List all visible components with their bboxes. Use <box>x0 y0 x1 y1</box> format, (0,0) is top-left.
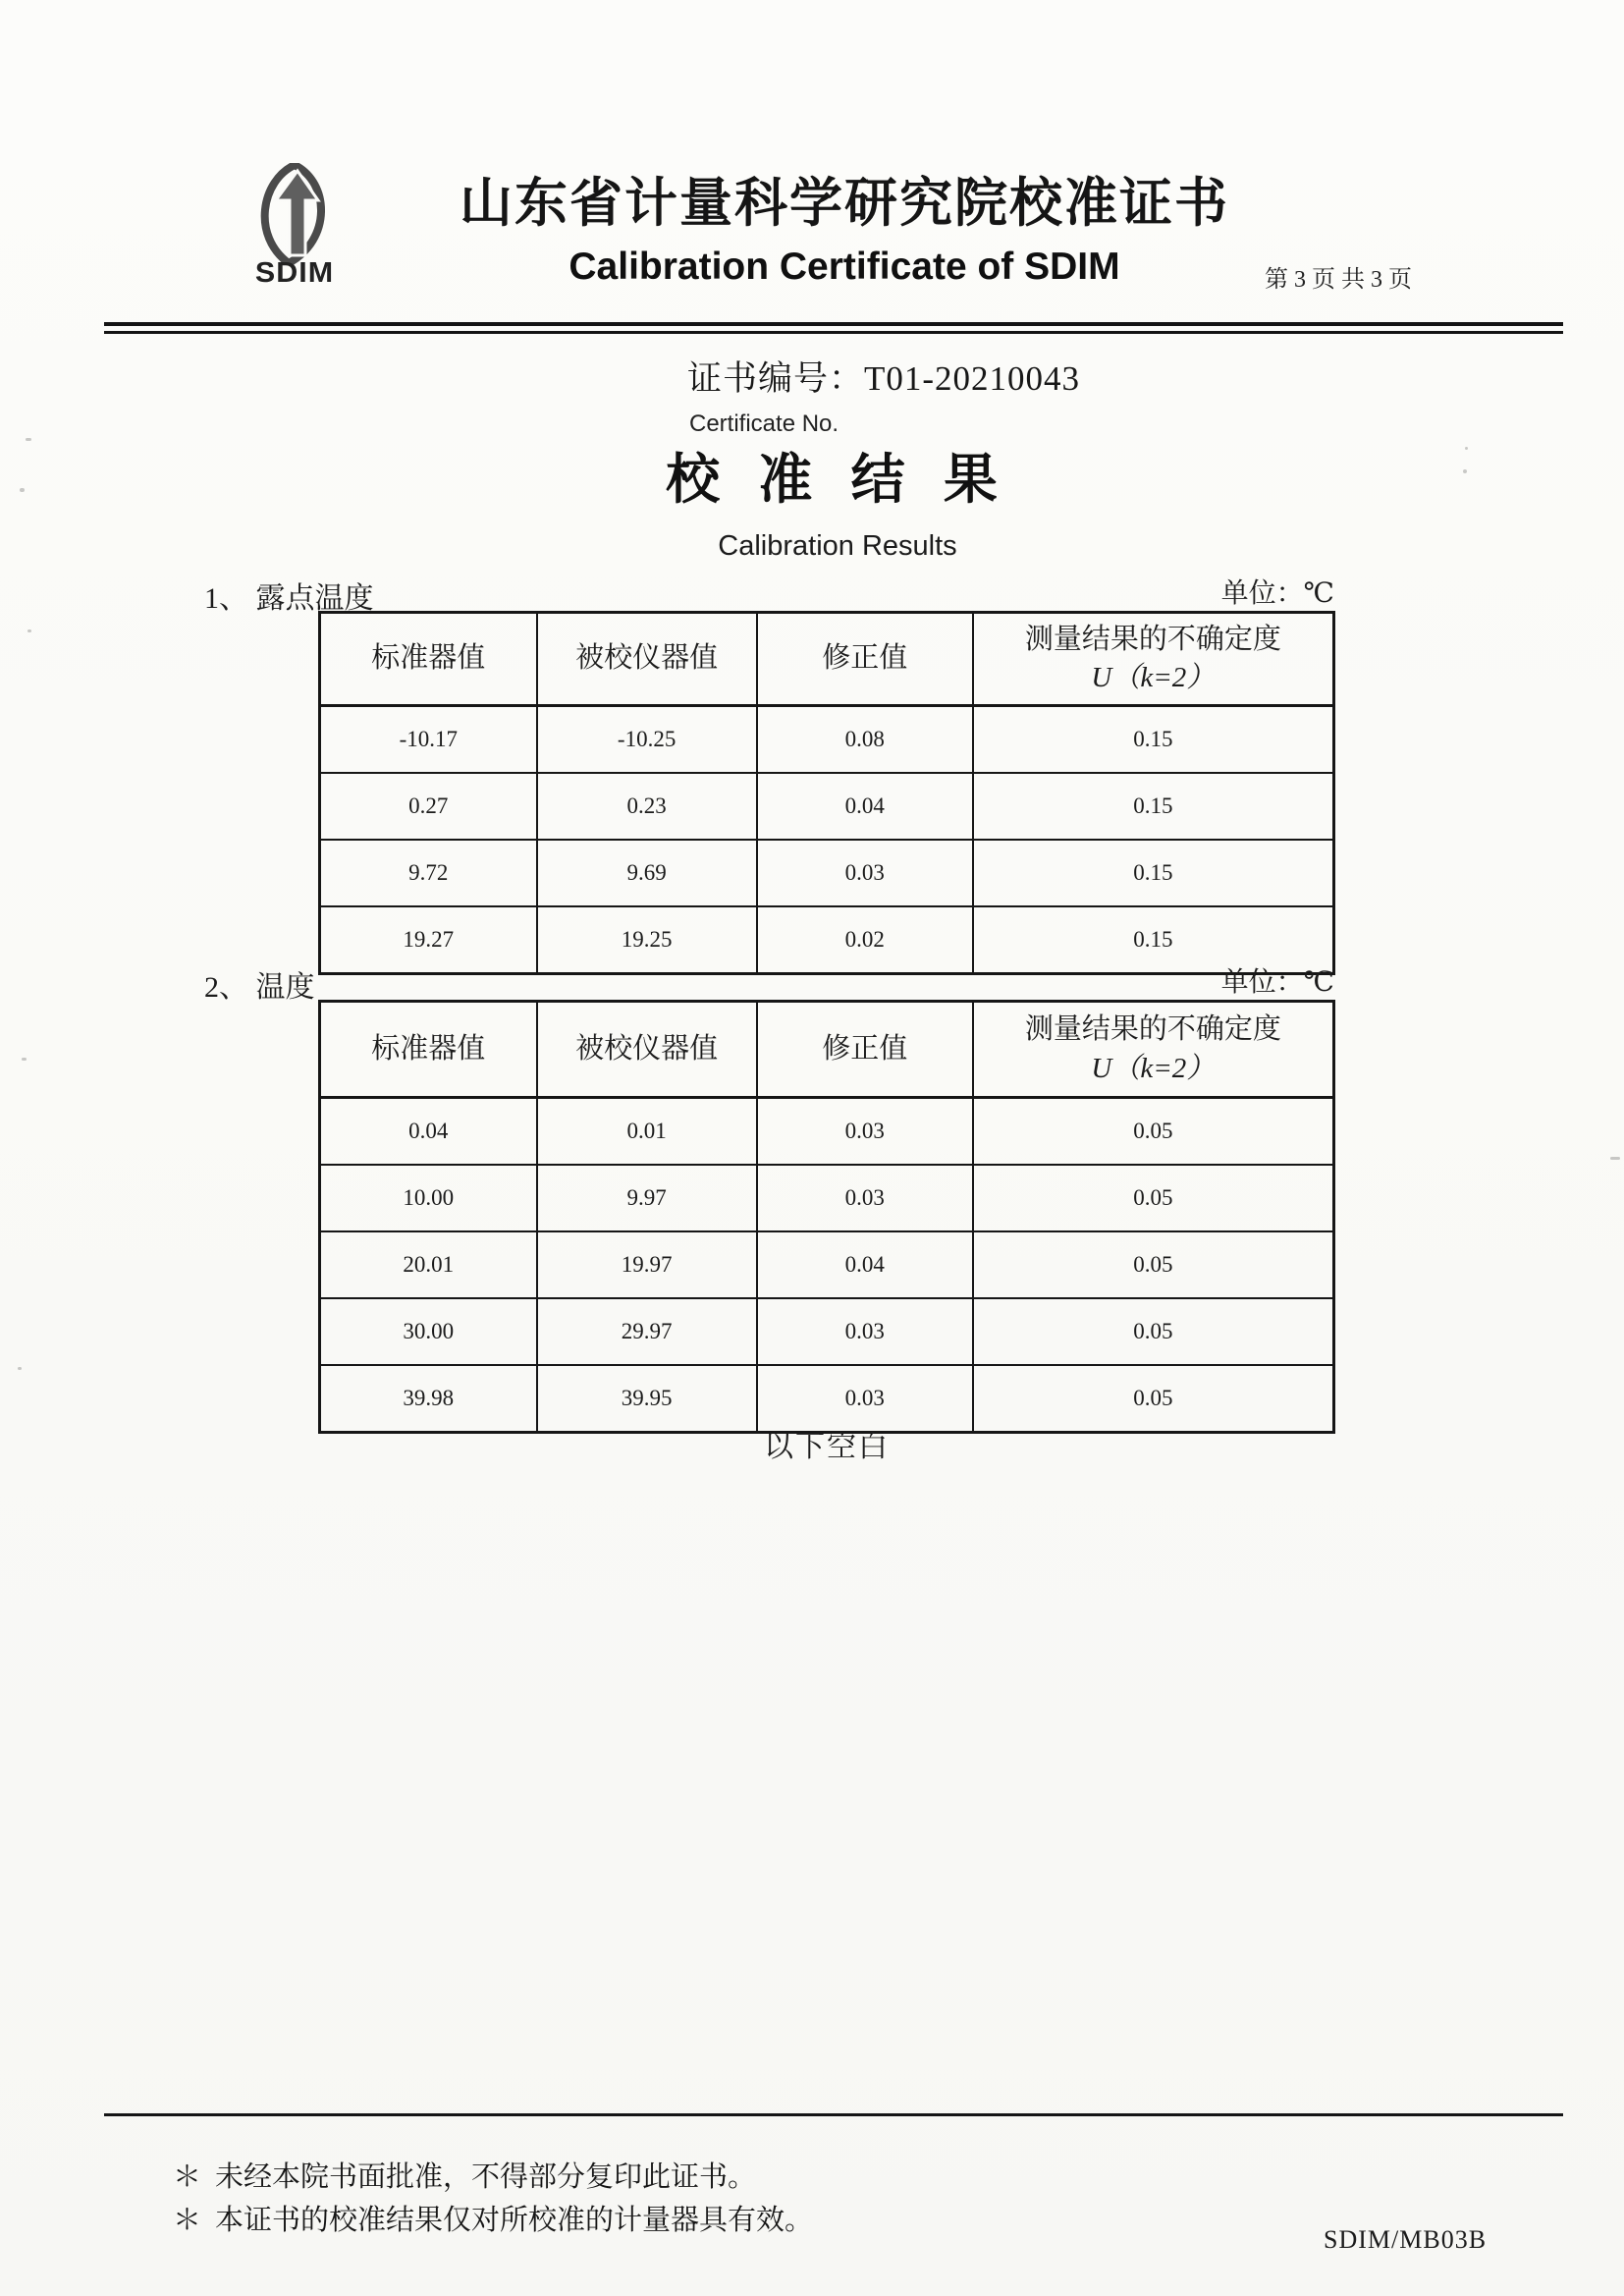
footer-note-2 <box>173 2198 813 2238</box>
table-cell: 29.97 <box>537 1298 757 1365</box>
table-cell: 0.03 <box>757 1298 973 1365</box>
table-row <box>320 1298 1334 1365</box>
table-cell: 0.03 <box>757 840 973 906</box>
table-cell: 0.23 <box>537 773 757 840</box>
col-header-correction-value: 修正值 <box>757 1002 973 1098</box>
table-row <box>320 1098 1334 1166</box>
table-header-row <box>320 1002 1334 1098</box>
form-number: SDIM/MB03B <box>1324 2225 1488 2254</box>
table-cell: 0.15 <box>973 840 1334 906</box>
table-cell: 0.05 <box>973 1098 1334 1166</box>
asterisk-marker: ＊ <box>173 2161 202 2193</box>
table-cell: 0.05 <box>973 1165 1334 1231</box>
table-cell: 0.03 <box>757 1165 973 1231</box>
table-cell: -10.17 <box>320 706 537 774</box>
col-header-uncertainty <box>973 1002 1334 1098</box>
table-cell: 19.27 <box>320 906 537 974</box>
uncertainty-header-line1: 测量结果的不确定度 <box>1024 1013 1281 1046</box>
scan-speck <box>18 1367 22 1370</box>
table-cell: 39.98 <box>320 1365 537 1433</box>
section-2-unit: 单位：℃ <box>1220 967 1334 998</box>
scan-speck <box>22 1058 27 1061</box>
page-indicator: 第 3 页 共 3 页 <box>1265 267 1412 293</box>
table-cell: 0.08 <box>757 706 973 774</box>
col-header-instrument-value: 被校仪器值 <box>537 1002 757 1098</box>
table-cell: 0.15 <box>973 906 1334 974</box>
table-cell: 9.69 <box>537 840 757 906</box>
section-1-label: 1、 露点温度 <box>204 582 374 615</box>
table-header-row <box>320 613 1334 706</box>
table-cell: 9.97 <box>537 1165 757 1231</box>
sdim-arrow-circle-icon <box>245 163 344 265</box>
table-cell: 19.25 <box>537 906 757 974</box>
table-cell: 19.97 <box>537 1231 757 1298</box>
scan-speck <box>20 488 25 492</box>
col-header-standard-value: 标准器值 <box>320 1002 537 1098</box>
footer-note-1 <box>173 2155 756 2195</box>
table-cell: 0.05 <box>973 1231 1334 1298</box>
table-cell: 9.72 <box>320 840 537 906</box>
table-cell: 0.05 <box>973 1365 1334 1433</box>
table-row <box>320 906 1334 974</box>
header-divider <box>104 322 1563 334</box>
col-header-correction-value: 修正值 <box>757 613 973 706</box>
scan-speck <box>27 629 31 632</box>
table-cell: 0.27 <box>320 773 537 840</box>
table-cell: 0.02 <box>757 906 973 974</box>
table-cell: 0.04 <box>320 1098 537 1166</box>
table-cell: 0.04 <box>757 1231 973 1298</box>
scan-speck <box>1465 447 1468 450</box>
certificate-number-caption: Certificate No. <box>689 410 839 437</box>
table-row <box>320 1165 1334 1231</box>
table-cell: 0.03 <box>757 1098 973 1166</box>
table-cell: 30.00 <box>320 1298 537 1365</box>
table-row <box>320 706 1334 774</box>
section-2-label: 2、 温度 <box>204 971 315 1004</box>
dew-point-results-table <box>318 611 1335 975</box>
col-header-standard-value: 标准器值 <box>320 613 537 706</box>
col-header-instrument-value: 被校仪器值 <box>537 613 757 706</box>
header-title-en: Calibration Certificate of SDIM <box>568 246 1120 288</box>
asterisk-marker: ＊ <box>173 2205 202 2236</box>
results-title-cn: 校 准 结 果 <box>666 449 1009 510</box>
table-cell: 0.05 <box>973 1298 1334 1365</box>
footer-divider <box>104 2113 1563 2116</box>
table-cell: -10.25 <box>537 706 757 774</box>
table-row <box>320 1231 1334 1298</box>
scan-speck <box>26 438 31 441</box>
header-title-cn: 山东省计量科学研究院校准证书 <box>460 174 1229 233</box>
temperature-results-table <box>318 1000 1335 1434</box>
table-cell: 0.15 <box>973 773 1334 840</box>
scan-speck <box>1610 1157 1620 1160</box>
table-cell: 20.01 <box>320 1231 537 1298</box>
table-cell: 39.95 <box>537 1365 757 1433</box>
blank-below-note: 以下空白 <box>764 1431 890 1463</box>
uncertainty-header-line1: 测量结果的不确定度 <box>1024 623 1281 655</box>
table-row <box>320 773 1334 840</box>
results-title-en: Calibration Results <box>718 530 957 562</box>
logo-text: SDIM <box>254 257 335 289</box>
table-cell: 0.03 <box>757 1365 973 1433</box>
footer-note-2-text: 本证书的校准结果仅对所校准的计量器具有效。 <box>215 2205 814 2236</box>
scan-speck <box>1463 469 1467 473</box>
uncertainty-header-line2: U（k=2） <box>1091 1052 1216 1084</box>
table-cell: 0.01 <box>537 1098 757 1166</box>
certificate-number: 证书编号：T01-20210043 <box>687 359 1081 398</box>
uncertainty-header-line2: U（k=2） <box>1091 662 1216 693</box>
table-cell: 0.15 <box>973 706 1334 774</box>
table-row <box>320 840 1334 906</box>
footer-note-1-text: 未经本院书面批准，不得部分复印此证书。 <box>215 2161 757 2193</box>
sdim-logo <box>238 163 352 290</box>
table-cell: 0.04 <box>757 773 973 840</box>
table-cell: 10.00 <box>320 1165 537 1231</box>
col-header-uncertainty <box>973 613 1334 706</box>
section-1-unit: 单位：℃ <box>1220 578 1334 609</box>
